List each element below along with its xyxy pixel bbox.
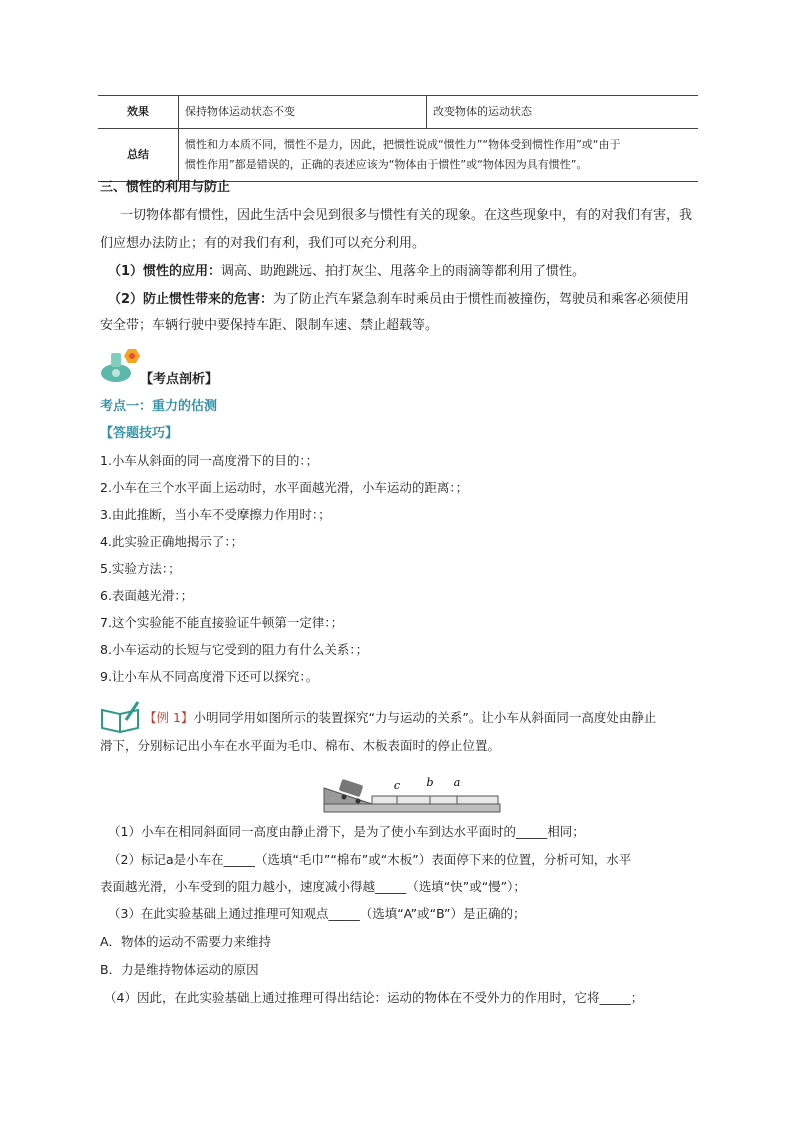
row-key: 总结: [98, 129, 179, 182]
cell-summary: [179, 129, 699, 182]
application-text: 调高、助跑跳远、拍打灰尘、甩落伞上的雨滴等都利用了惯性。: [221, 264, 586, 279]
example-intro: 小明同学用如图所示的装置探究“力与运动的关系”。让小车从斜面同一高度处由静止: [193, 710, 657, 725]
list-item: 5.实验方法：；: [100, 561, 181, 576]
flask-icon: [98, 345, 144, 383]
section-heading: 三、惯性的利用与防止: [100, 180, 231, 195]
example-label: 【例 1】: [144, 710, 194, 725]
cell-change-state: 改变物体的运动状态: [427, 96, 699, 129]
ramp-figure: [322, 768, 502, 814]
list-item: 1.小车从斜面的同一高度滑下的目的：；: [100, 453, 319, 468]
position-label-a: a: [453, 776, 461, 789]
tips-title: 【答题技巧】: [100, 426, 179, 441]
kaodian-heading: 考点一：重力的估测: [100, 399, 218, 414]
summary-line: 惯性和力本质不同，惯性不是力，因此，把惯性说成“惯性力”“物体受到惯性作用”或“由于: [185, 138, 621, 151]
question-2-cont: 表面越光滑，小车受到的阻力越小，速度减小得越_____（选填“快”或“慢”）；: [100, 879, 526, 894]
application-label: （1）惯性的应用：: [108, 264, 222, 279]
prevention-paragraph: [108, 290, 689, 310]
summary-table: [98, 95, 698, 182]
option-a: A．物体的运动不需要力来维持: [100, 934, 272, 949]
list-item: 2.小车在三个水平面上运动时，水平面越光滑，小车运动的距离：；: [100, 480, 469, 495]
question-2: （2）标记a是小车在_____（选填“毛巾”“棉布”或“木板”）表面停下来的位置，分析可知，水平: [108, 852, 632, 867]
paragraph-line: 们应想办法防止；有的对我们有利，我们可以充分利用。: [100, 236, 426, 251]
position-label-c: c: [393, 779, 401, 792]
list-item: 3.由此推断，当小车不受摩擦力作用时：；: [100, 507, 331, 522]
paragraph-line: 安全带；车辆行驶中要保持车距、限制车速、禁止超载等。: [100, 318, 439, 333]
list-item: 7.这个实验能不能直接验证牛顿第一定律：；: [100, 615, 344, 630]
analysis-title: 【考点剖析】: [140, 372, 219, 387]
cell-keep-state: 保持物体运动状态不变: [179, 96, 427, 129]
table-row: [98, 96, 698, 129]
book-pen-icon: [100, 700, 142, 734]
list-item: 6.表面越光滑：；: [100, 588, 194, 603]
prevention-label: （2）防止惯性带来的危害：: [108, 292, 274, 307]
list-item: 4.此实验正确地揭示了：；: [100, 534, 244, 549]
question-4: （4）因此，在此实验基础上通过推理可得出结论：运动的物体在不受外力的作用时，它将_____；: [104, 990, 644, 1005]
option-b: B．力是维持物体运动的原因: [100, 962, 259, 977]
question-3: （3）在此实验基础上通过推理可知观点_____（选填“A”或“B”）是正确的；: [108, 906, 526, 921]
list-item: 8.小车运动的长短与它受到的阻力有什么关系：；: [100, 642, 369, 657]
paragraph-line: 一切物体都有惯性，因此生活中会见到很多与惯性有关的现象。在这些现象中，有的对我们有害，我: [120, 208, 693, 223]
summary-line: 惯性作用”都是错误的，正确的表述应该为“物体由于惯性”或“物体因为具有惯性”。: [185, 158, 588, 171]
example-line: [144, 708, 656, 728]
row-key: 效果: [98, 96, 179, 129]
list-item: 9.让小车从不同高度滑下还可以探究：。: [100, 669, 319, 684]
prevention-text: 为了防止汽车紧急刹车时乘员由于惯性而被撞伤，驾驶员和乘客必须使用: [273, 292, 690, 307]
table-row: [98, 129, 698, 182]
application-paragraph: [108, 262, 585, 282]
question-1: （1）小车在相同斜面同一高度由静止滑下，是为了使小车到达水平面时的_____相同；: [108, 824, 585, 839]
example-line: 滑下，分别标记出小车在水平面为毛巾、棉布、木板表面时的停止位置。: [100, 738, 501, 753]
position-label-b: b: [426, 776, 434, 789]
